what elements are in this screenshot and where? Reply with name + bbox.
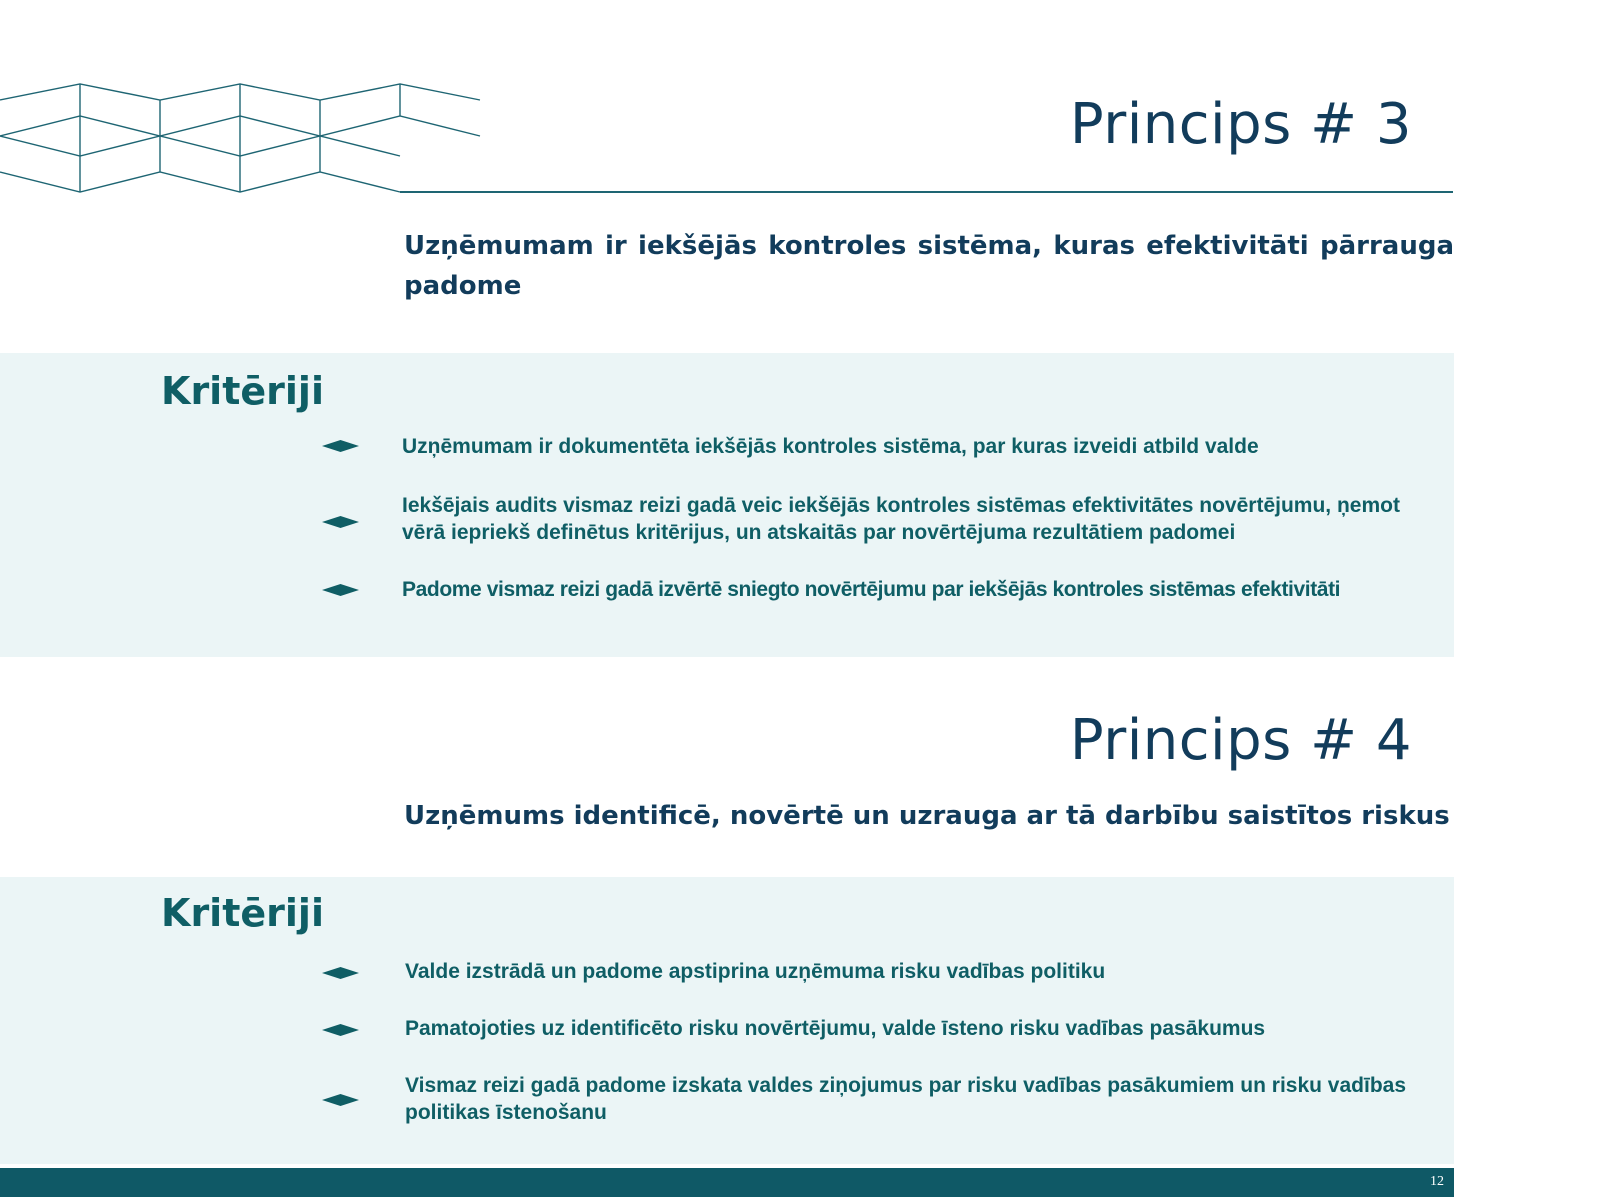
page-number: 12 <box>1430 1174 1444 1189</box>
diamond-bullet-icon <box>322 516 359 528</box>
principle-4-title: Princips # 4 <box>1069 708 1412 773</box>
criteria-heading: Kritēriji <box>161 891 324 935</box>
criteria-item-text: Vismaz reizi gadā padome izskata valdes ziņojumus par risku vadības pasākumiem un risku vadības politikas īstenošanu <box>405 1074 1407 1124</box>
criteria-panel-principle-3 <box>0 353 1454 657</box>
diamond-bullet-icon <box>322 967 359 979</box>
criteria-item-text: Uzņēmumam ir dokumentēta iekšējās kontroles sistēma, par kuras izveidi atbild valde <box>402 435 1259 458</box>
criteria-item-text: Valde izstrādā un padome apstiprina uzņēmuma risku vadības politiku <box>405 960 1106 983</box>
principle-4-statement: Uzņēmums identificē, novērtē un uzrauga ar tā darbību saistītos riskus <box>404 801 1450 831</box>
diamond-bullet-icon <box>322 1024 359 1036</box>
principle-3-statement: Uzņēmumam ir iekšējās kontroles sistēma, kuras efektivitāti pārrauga padome <box>404 231 1454 301</box>
criteria-item-text: Padome vismaz reizi gadā izvērtē sniegto novērtējumu par iekšējās kontroles sistēmas efektivitāti <box>402 578 1341 601</box>
criteria-heading: Kritēriji <box>161 369 324 413</box>
diamond-bullet-icon <box>322 440 359 452</box>
footer-bar <box>0 1168 1454 1197</box>
criteria-item-text: Iekšējais audits vismaz reizi gadā veic iekšējās kontroles sistēmas efektivitātes novērtējumu, ņemot vērā iepriekš definētus kritērijus, un atskaitās par novērtējuma rezultātiem padomei <box>402 494 1400 544</box>
diamond-bullet-icon <box>322 1094 359 1106</box>
diamond-bullet-icon <box>322 584 359 596</box>
geometric-decoration <box>0 80 490 196</box>
criteria-item-text: Pamatojoties uz identificēto risku novērtējumu, valde īsteno risku vadības pasākumus <box>405 1017 1266 1040</box>
title-divider <box>400 191 1453 193</box>
principle-3-title: Princips # 3 <box>1069 92 1412 157</box>
criteria-panel-principle-4 <box>0 877 1454 1164</box>
